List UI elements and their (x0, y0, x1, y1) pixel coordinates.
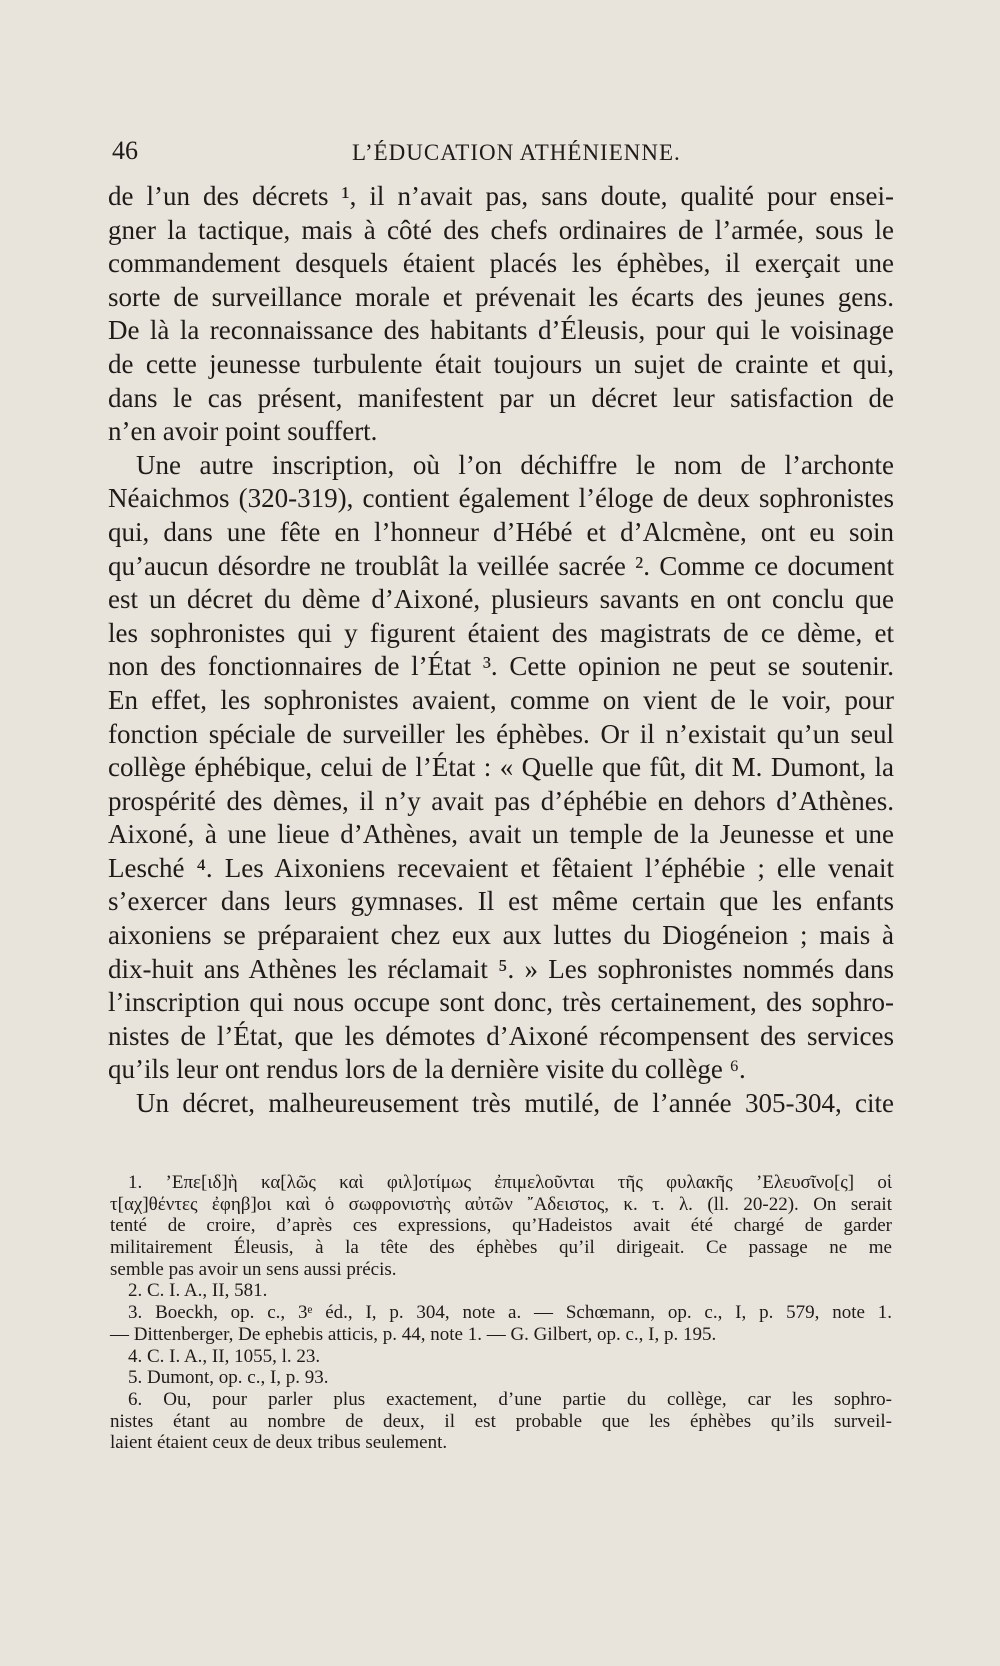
text-line: Une autre inscription, où l’on déchiffre le nom de l’archonte (136, 449, 894, 480)
main-text (108, 180, 894, 1121)
text-line: n’en avoir point souffert. (108, 416, 378, 447)
text-line: est un décret du dème d’Aixoné, plusieurs savants en ont conclu que (108, 584, 894, 615)
text-line: Aixoné, à une lieue d’Athènes, avait un temple de la Jeunesse et une (108, 819, 894, 850)
text-line: dans le cas présent, manifestent par un décret leur satisfaction de (108, 382, 894, 413)
footnote-line: 1. ’Επε[ιδ]ὴ κα[λῶς καὶ φιλ]οτίμως ἐπιμελοῦνται τῆς φυλακῆς ’Ελευσῖνο[ς] οἱ (128, 1172, 892, 1193)
footnotes (110, 1172, 892, 1454)
text-line: aixoniens se préparaient chez eux aux luttes du Diogéneion ; mais à (108, 920, 894, 951)
text-line: De là la reconnaissance des habitants d’Éleusis, pour qui le voisinage (108, 315, 894, 346)
text-line: dix-huit ans Athènes les réclamait ⁵. » Les sophronistes nommés dans (108, 953, 894, 984)
footnote-line: 6. Ou, pour parler plus exactement, d’une partie du collège, car les sophro- (128, 1388, 892, 1410)
text-line: sorte de surveillance morale et prévenait les écarts des jeunes gens. (108, 281, 894, 312)
footnote-line: — Dittenberger, De ephebis atticis, p. 44, note 1. — G. Gilbert, op. c., I, p. 195. (110, 1323, 717, 1345)
text-line: qu’aucun désordre ne troublât la veillée sacrée ². Comme ce document (108, 550, 894, 581)
footnote-line: 3. Boeckh, op. c., 3ᵉ éd., I, p. 304, note a. — Schœmann, op. c., I, p. 579, note 1. (128, 1302, 892, 1324)
footnote-line: 2. C. I. A., II, 581. (128, 1280, 268, 1302)
text-line: Lesché ⁴. Les Aixoniens recevaient et fêtaient l’éphébie ; elle venait (108, 852, 894, 883)
footnote-line: nistes étant au nombre de deux, il est probable que les éphèbes qu’ils surveil- (110, 1410, 892, 1432)
running-head (112, 136, 902, 170)
text-line: gner la tactique, mais à côté des chefs ordinaires de l’armée, sous le (108, 214, 894, 245)
footnote-line: semble pas avoir un sens aussi précis. (110, 1258, 397, 1280)
footnote-line: 4. C. I. A., II, 1055, l. 23. (128, 1345, 321, 1367)
text-line: Un décret, malheureusement très mutilé, de l’année 305-304, cite (136, 1088, 894, 1119)
text-line: En effet, les sophronistes avaient, comme on vient de le voir, pour (108, 684, 894, 715)
text-line: l’inscription qui nous occupe sont donc, très certainement, des sophro- (108, 987, 894, 1018)
footnote-line: laient étaient ceux de deux tribus seulement. (110, 1432, 448, 1454)
text-line: collège éphébique, celui de l’État : « Quelle que fût, dit M. Dumont, la (108, 752, 894, 783)
text-line: qui, dans une fête en l’honneur d’Hébé et d’Alcmène, ont eu soin (108, 516, 894, 547)
text-line: de l’un des décrets ¹, il n’avait pas, sans doute, qualité pour ensei- (108, 181, 894, 211)
footnote-line: 5. Dumont, op. c., I, p. 93. (128, 1367, 329, 1389)
running-title: L’ÉDUCATION ATHÉNIENNE. (352, 140, 681, 165)
text-line: nistes de l’État, que les démotes d’Aixoné récompensent des services (108, 1020, 894, 1051)
text-line: Néaichmos (320-319), contient également l’éloge de deux sophronistes (108, 483, 894, 514)
text-line: les sophronistes qui y figurent étaient des magistrats de ce dème, et (108, 617, 894, 648)
footnote-line: tenté de croire, d’après ces expressions, qu’Hadeistos avait été chargé de garder (110, 1215, 892, 1237)
text-line: qu’ils leur ont rendus lors de la dernière visite du collège ⁶. (108, 1054, 746, 1085)
page-number: 46 (112, 136, 138, 165)
footnote-line: militairement Éleusis, à la tête des éphèbes qu’il dirigeait. Ce passage ne me (110, 1237, 892, 1259)
text-line: s’exercer dans leurs gymnases. Il est même certain que les enfants (108, 886, 894, 917)
text-line: non des fonctionnaires de l’État ³. Cette opinion ne peut se soutenir. (108, 651, 894, 682)
text-line: fonction spéciale de surveiller les éphèbes. Or il n’existait qu’un seul (108, 718, 894, 749)
footnote-line: τ[αχ]θέντες ἐφηβ]οι καὶ ὁ σωφρονιστὴς αὐτῶν ῎Αδειστος, κ. τ. λ. (ll. 20-22). On serait (110, 1193, 892, 1215)
text-line: commandement desquels étaient placés les éphèbes, il exerçait une (108, 248, 894, 279)
text-line: de cette jeunesse turbulente était toujours un sujet de crainte et qui, (108, 348, 894, 379)
text-line: prospérité des dèmes, il n’y avait pas d’éphébie en dehors d’Athènes. (108, 785, 894, 816)
